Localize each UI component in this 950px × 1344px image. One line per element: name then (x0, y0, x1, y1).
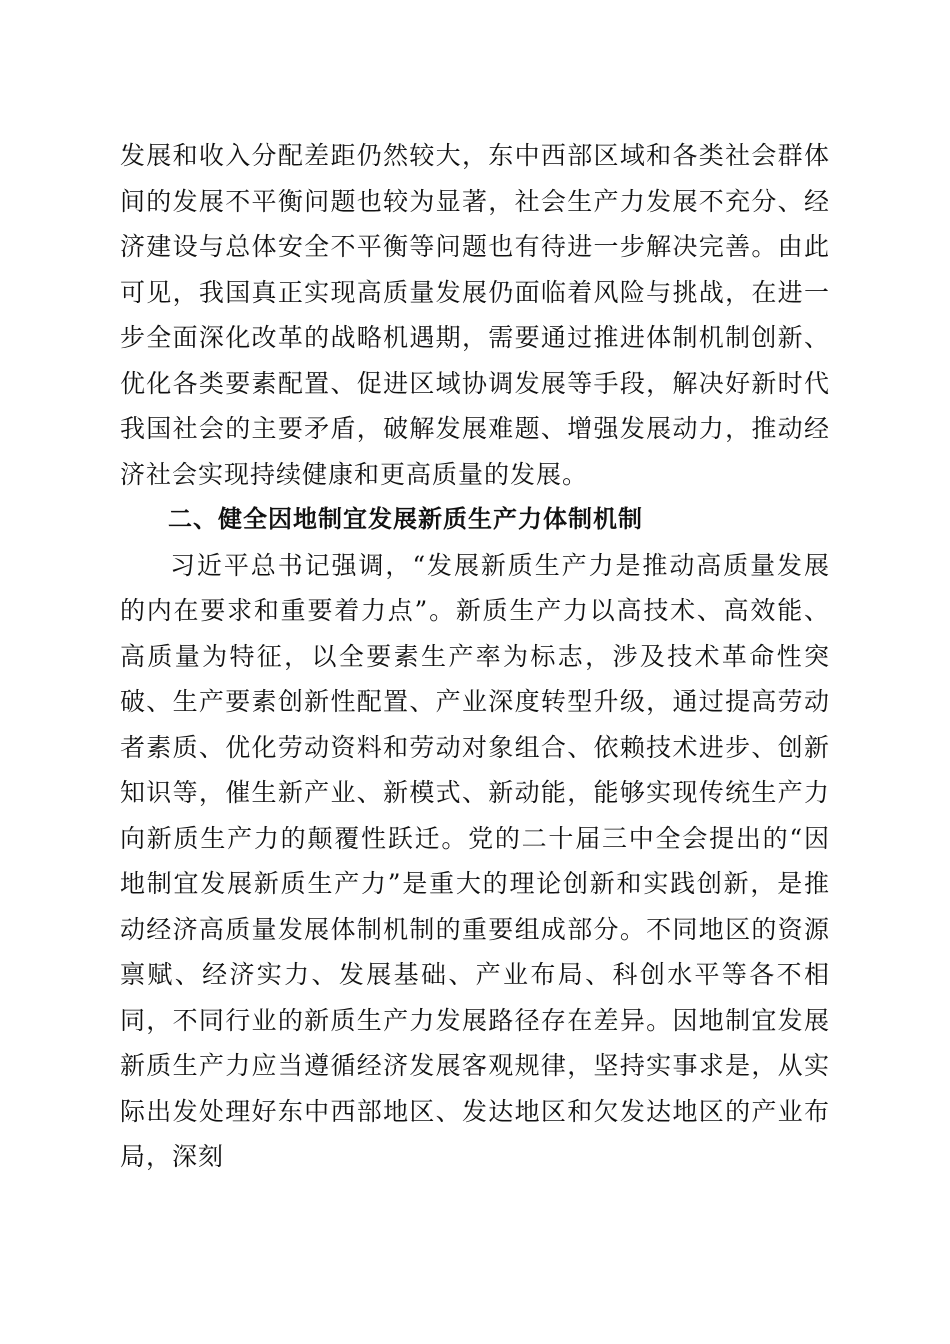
document-body (120, 133, 830, 1180)
paragraph-body: 习近平总书记强调，“发展新质生产力是推动高质量发展的内在要求和重要着力点”。新质生产力以高技术、高效能、高质量为特征，以全要素生产率为标志，涉及技术革命性突破、生产要素创新性配置、产业深度转型升级，通过提高劳动者素质、优化劳动资料和劳动对象组合、依赖技术进步、创新知识等，催生新产业、新模式、新动能，能够实现传统生产力向新质生产力的颠覆性跃迁。党的二十届三中全会提出的“因地制宜发展新质生产力”是重大的理论创新和实践创新，是推动经济高质量发展体制机制的重要组成部分。不同地区的资源禀赋、经济实力、发展基础、产业布局、科创水平等各不相同，不同行业的新质生产力发展路径存在差异。因地制宜发展新质生产力应当遵循经济发展客观规律，坚持实事求是，从实际出发处理好东中西部地区、发达地区和欠发达地区的产业布局，深刻 (120, 550, 830, 1171)
section-heading: 二、健全因地制宜发展新质生产力体制机制 (168, 505, 643, 533)
paragraph-continued: 发展和收入分配差距仍然较大，东中西部区域和各类社会群体间的发展不平衡问题也较为显著，社会生产力发展不充分、经济建设与总体安全不平衡等问题也有待进一步解决完善。由此可见，我国真正实现高质量发展仍面临着风险与挑战，在进一步全面深化改革的战略机遇期，需要通过推进体制机制创新、优化各类要素配置、促进区域协调发展等手段，解决好新时代我国社会的主要矛盾，破解发展难题、增强发展动力，推动经济社会实现持续健康和更高质量的发展。 (120, 141, 830, 489)
